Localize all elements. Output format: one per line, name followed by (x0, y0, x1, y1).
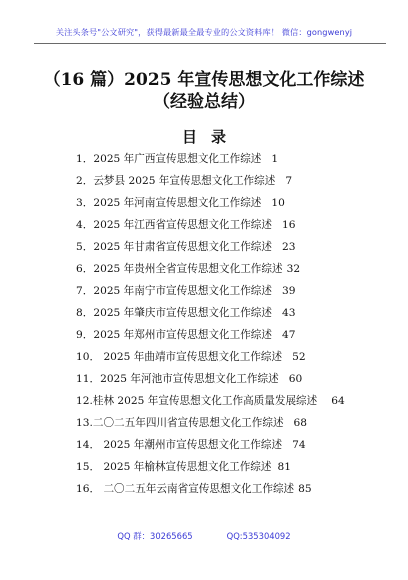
toc-item-label: 5．2025 年甘肃省宣传思想文化工作综述 (76, 241, 272, 253)
header-banner: 关注头条号"公文研究"，获得最新最全最专业的公文资料库！ 微信：gongwenyj (55, 27, 353, 37)
toc-item[interactable] (76, 392, 345, 410)
header-divider (34, 43, 386, 44)
toc-item-page: 1 (271, 153, 279, 165)
toc-item-page: 39 (281, 285, 296, 297)
toc-item-page: 74 (292, 439, 306, 451)
toc-item-page: 32 (286, 263, 301, 275)
toc-item-label: 10． 2025 年曲靖市宣传思想文化工作综述 (76, 351, 283, 363)
toc-item-label: 7．2025 年南宁市宣传思想文化工作综述 (76, 285, 272, 297)
toc-item[interactable] (76, 480, 312, 498)
toc-item-page: 7 (285, 175, 293, 187)
footer-qq: QQ:535304092 (226, 531, 291, 541)
toc-item-page: 10 (271, 197, 285, 209)
toc-item-page: 81 (277, 461, 291, 473)
toc-item-label: 8．2025 年肇庆市宣传思想文化工作综述 (76, 307, 272, 319)
toc-item[interactable] (76, 194, 285, 212)
toc-item-page: 23 (281, 241, 296, 253)
toc-item[interactable] (76, 260, 300, 278)
toc-item-label: 13.二〇二五年四川省宣传思想文化工作综述 (76, 417, 284, 429)
toc-heading: 目录 (181, 128, 240, 146)
toc-item-label: 9．2025 年郑州市宣传思想文化工作综述 (76, 329, 272, 341)
toc-item[interactable] (76, 304, 295, 322)
toc-item-label: 2．云梦县 2025 年宣传思想文化工作综述 (76, 175, 276, 187)
toc-item-label: 12.桂林 2025 年宣传思想文化工作高质量发展综述 (76, 395, 318, 407)
toc-item-page: 85 (298, 483, 312, 495)
toc-item[interactable] (76, 436, 306, 454)
toc-item[interactable] (76, 458, 291, 476)
toc-item-page: 43 (281, 307, 296, 319)
toc-item-label: 3．2025 年河南宣传思想文化工作综述 (76, 197, 262, 209)
toc-item-page: 64 (331, 395, 345, 407)
footer (0, 530, 408, 542)
toc-item[interactable] (76, 370, 302, 388)
toc-item[interactable] (76, 238, 295, 256)
toc-item-page: 52 (292, 351, 306, 363)
toc-item-label: 11．2025 年河池市宣传思想文化工作综述 (76, 373, 279, 385)
document-title: （16 篇）2025 年宣传思想文化工作综述 (43, 70, 365, 90)
toc-item[interactable] (76, 348, 306, 366)
footer-qq-group: QQ 群：30265665 (117, 531, 193, 541)
toc-item[interactable] (76, 150, 278, 168)
toc-item[interactable] (76, 172, 292, 190)
toc-item-label: 1．2025 年广西宣传思想文化工作综述 (76, 153, 262, 165)
toc-item-label: 15． 2025 年榆林宣传思想文化工作综述 (76, 461, 272, 473)
document-subtitle: （经验总结） (153, 92, 255, 112)
toc-item-label: 6．2025 年贵州全省宣传思想文化工作综述 (76, 263, 283, 275)
toc-item-label: 4．2025 年江西省宣传思想文化工作综述 (76, 219, 272, 231)
toc-item-page: 16 (281, 219, 296, 231)
toc-item[interactable] (76, 282, 295, 300)
toc-item[interactable] (76, 216, 295, 234)
toc-item-page: 47 (281, 329, 296, 341)
toc-item-label: 16． 二〇二五年云南省宣传思想文化工作综述 (76, 483, 295, 495)
toc-item-page: 68 (293, 417, 308, 429)
toc-item-page: 60 (288, 373, 303, 385)
toc-item[interactable] (76, 414, 307, 432)
toc-item-label: 14． 2025 年潮州市宣传思想文化工作综述 (76, 439, 283, 451)
toc-item[interactable] (76, 326, 295, 344)
